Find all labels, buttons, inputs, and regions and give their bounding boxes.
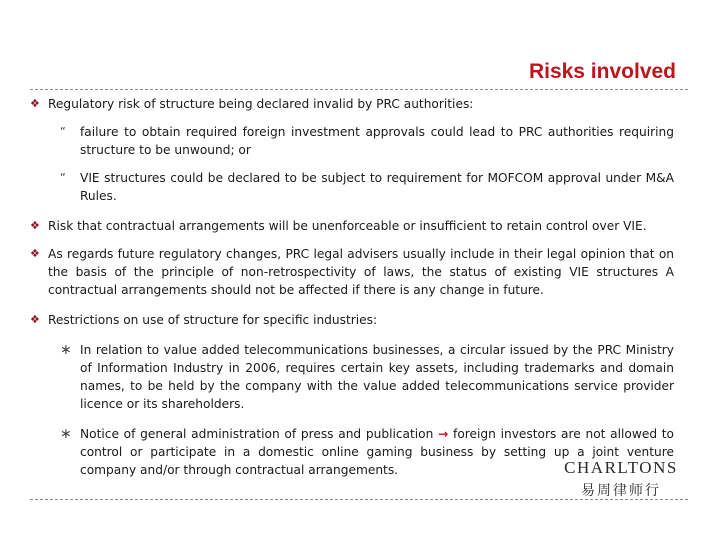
- right-arrow-icon: →: [438, 427, 449, 441]
- sub-bullet-text-before: Notice of general administration of press and publication: [80, 427, 434, 441]
- diamond-bullet-icon: ❖: [30, 247, 40, 260]
- bullet-text: Regulatory risk of structure being declared invalid by PRC authorities:: [48, 97, 474, 111]
- bullet-item-regulatory-changes: [30, 245, 674, 299]
- bullet-text: Restrictions on use of structure for specific industries:: [48, 313, 378, 327]
- bullet-item-contractual-risk: [30, 217, 674, 235]
- logo-name-cn: 易周律师行: [581, 483, 661, 499]
- diamond-bullet-icon: ❖: [30, 219, 40, 232]
- bullet-text: As regards future regulatory changes, PRC legal advisers usually include in their legal opinion that on the basis of the principle of non-retrospectivity of laws, the status of existing VIE structures A contractual arrangements should not be affected if there is any change in future.: [48, 247, 674, 297]
- quote-bullet-icon: “: [60, 171, 66, 184]
- diamond-bullet-icon: ❖: [30, 97, 40, 110]
- top-divider: [30, 89, 688, 90]
- sub-bullet-text: VIE structures could be declared to be subject to requirement for MOFCOM approval under M&A Rules.: [80, 171, 674, 203]
- asterisk-bullet-icon: ∗: [60, 342, 72, 358]
- sub-bullet-approvals: [30, 123, 674, 159]
- asterisk-bullet-icon: ∗: [60, 426, 72, 442]
- logo-name-en: CHARLTONS: [564, 458, 678, 477]
- slide-title: Risks involved: [528, 60, 676, 83]
- slide-body: [30, 95, 674, 479]
- bottom-divider: [30, 499, 688, 500]
- bullet-item-regulatory-risk: [30, 95, 674, 113]
- charltons-logo: [562, 458, 680, 500]
- bullet-text: Risk that contractual arrangements will be unenforceable or insufficient to retain control over VIE.: [48, 219, 647, 233]
- diamond-bullet-icon: ❖: [30, 313, 40, 326]
- bullet-item-industry-restrictions: [30, 311, 674, 329]
- sub-bullet-mofcom: [30, 169, 674, 205]
- sub-bullet-text: In relation to value added telecommunications businesses, a circular issued by the PRC Ministry of Information Industry in 2006, requires certain key assets, including trademarks and domain names, to be held by the company with the value added telecommunications service provider licence or its shareholders.: [80, 343, 674, 411]
- sub-bullet-text-after: foreign investors are not allowed to control or participate in a domestic online gaming business by setting up a joint venture company and/or through contractual arrangements.: [80, 427, 675, 477]
- sub-bullet-text: failure to obtain required foreign investment approvals could lead to PRC authorities requiring structure to be unwound; or: [80, 125, 674, 157]
- quote-bullet-icon: “: [60, 125, 66, 138]
- sub-bullet-telecom: [30, 341, 674, 413]
